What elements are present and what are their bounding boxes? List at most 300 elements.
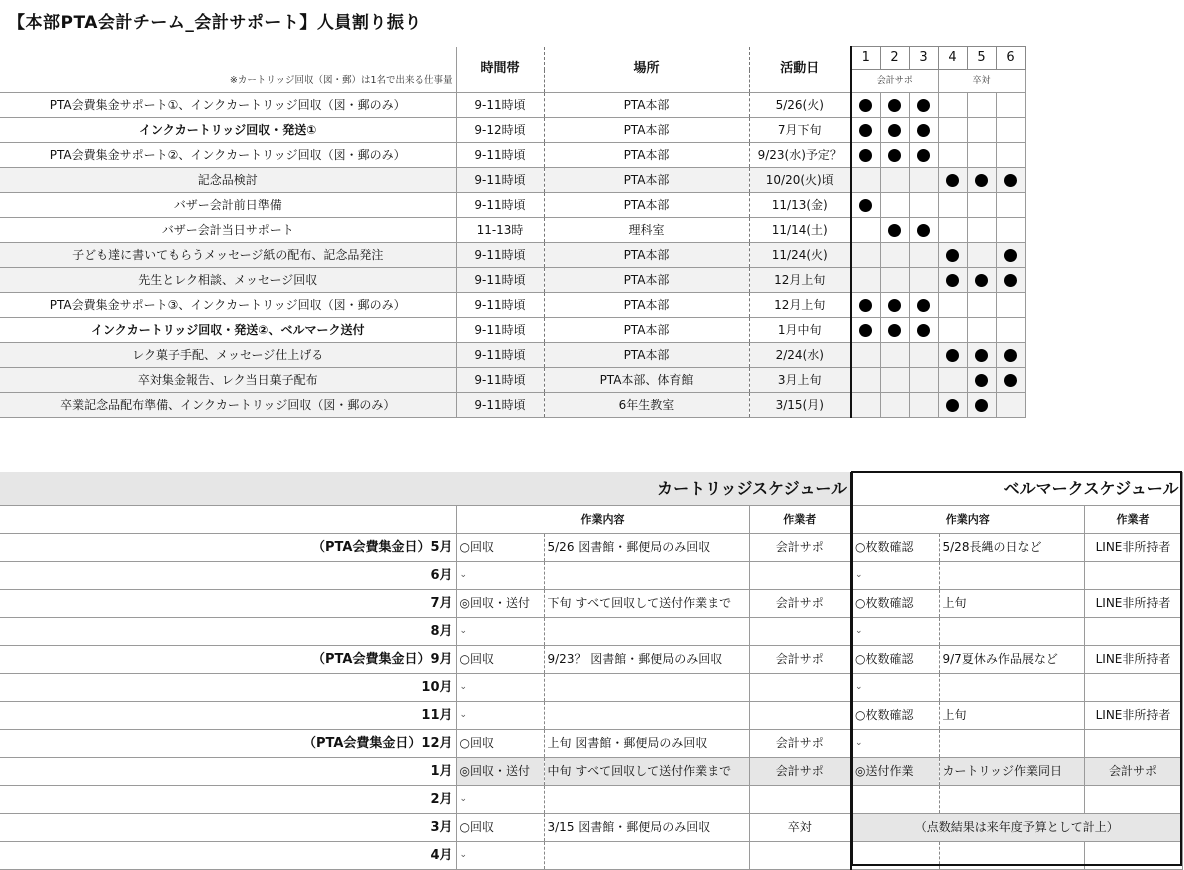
col-6: 6 xyxy=(996,47,1025,70)
assign-mark-cell xyxy=(938,118,967,143)
schedule-row xyxy=(0,618,1182,646)
cartridge-worker: 卒対 xyxy=(749,814,851,842)
page-title: 【本部PTA会計チーム_会計サポート】人員割り振り xyxy=(8,13,422,33)
assign-mark-cell xyxy=(851,243,880,268)
place-cell: PTA本部 xyxy=(544,268,749,293)
bellmark-worker: 会計サポ xyxy=(1084,758,1182,786)
assigned-dot-icon xyxy=(975,399,988,412)
assign-mark-cell xyxy=(938,368,967,393)
time-cell: 9-11時頃 xyxy=(456,143,544,168)
assign-mark-cell xyxy=(938,143,967,168)
bellmark-worker: LINE非所持者 xyxy=(1084,590,1182,618)
bellmark-mark xyxy=(851,842,939,870)
assigned-dot-icon xyxy=(859,299,872,312)
schedule-row xyxy=(0,534,1182,562)
date-cell: 3/15(月) xyxy=(749,393,851,418)
assign-mark-cell xyxy=(996,368,1025,393)
task-cell: PTA会費集金サポート①、インクカートリッジ回収（図・郵のみ） xyxy=(0,93,456,118)
assign-mark-cell xyxy=(938,293,967,318)
assigned-dot-icon xyxy=(859,99,872,112)
date-cell: 5/26(火) xyxy=(749,93,851,118)
assign-mark-cell xyxy=(851,368,880,393)
assign-mark-cell xyxy=(996,143,1025,168)
assigned-dot-icon xyxy=(946,399,959,412)
time-cell: 9-11時頃 xyxy=(456,318,544,343)
assigned-dot-icon xyxy=(946,249,959,262)
time-cell: 9-11時頃 xyxy=(456,368,544,393)
task-cell: バザー会計当日サポート xyxy=(0,218,456,243)
assign-mark-cell xyxy=(996,218,1025,243)
assign-mark-cell xyxy=(851,293,880,318)
bellmark-detail xyxy=(939,730,1084,758)
month-cell xyxy=(0,842,456,870)
assign-mark-cell xyxy=(996,293,1025,318)
assign-row xyxy=(0,393,1025,418)
assign-mark-cell xyxy=(909,343,938,368)
assign-mark-cell xyxy=(909,168,938,193)
assigned-dot-icon xyxy=(946,174,959,187)
assign-mark-cell xyxy=(880,243,909,268)
header-date: 活動日 xyxy=(749,47,851,93)
col-3: 3 xyxy=(909,47,938,70)
cartridge-worker: 会計サポ xyxy=(749,534,851,562)
date-cell: 7月下旬 xyxy=(749,118,851,143)
cartridge-mark: ○回収 xyxy=(456,646,544,674)
schedule-row xyxy=(0,562,1182,590)
date-cell: 11/14(土) xyxy=(749,218,851,243)
month-label: 7月 xyxy=(430,596,453,611)
month-cell xyxy=(0,814,456,842)
schedule-row xyxy=(0,786,1182,814)
assign-mark-cell xyxy=(851,143,880,168)
bellmark-worker xyxy=(1084,562,1182,590)
assign-mark-cell xyxy=(967,93,996,118)
assign-mark-cell xyxy=(909,93,938,118)
place-cell: PTA本部 xyxy=(544,243,749,268)
month-cell xyxy=(0,618,456,646)
assigned-dot-icon xyxy=(946,349,959,362)
assign-mark-cell xyxy=(938,393,967,418)
assign-mark-cell xyxy=(909,118,938,143)
assign-row xyxy=(0,293,1025,318)
bellmark-worker: LINE非所持者 xyxy=(1084,646,1182,674)
assigned-dot-icon xyxy=(1004,374,1017,387)
month-cell xyxy=(0,702,456,730)
assign-mark-cell xyxy=(996,243,1025,268)
assigned-dot-icon xyxy=(859,149,872,162)
month-label: 10月 xyxy=(421,680,453,695)
col-5: 5 xyxy=(967,47,996,70)
assign-mark-cell xyxy=(967,293,996,318)
assign-mark-cell xyxy=(880,93,909,118)
assigned-dot-icon xyxy=(975,374,988,387)
schedule-row xyxy=(0,646,1182,674)
bellmark-detail xyxy=(939,562,1084,590)
month-cell xyxy=(0,786,456,814)
assign-mark-cell xyxy=(880,318,909,343)
bellmark-detail xyxy=(939,842,1084,870)
date-cell: 2/24(水) xyxy=(749,343,851,368)
assign-row xyxy=(0,243,1025,268)
time-cell: 9-11時頃 xyxy=(456,243,544,268)
assign-mark-cell xyxy=(996,318,1025,343)
assign-mark-cell xyxy=(851,268,880,293)
assign-mark-cell xyxy=(880,293,909,318)
task-cell: 卒業記念品配布準備、インクカートリッジ回収（図・郵のみ） xyxy=(0,393,456,418)
assign-mark-cell xyxy=(851,168,880,193)
header-place: 場所 xyxy=(544,47,749,93)
assigned-dot-icon xyxy=(917,299,930,312)
month-label: 1月 xyxy=(430,764,453,779)
bellmark-detail xyxy=(939,618,1084,646)
assign-row xyxy=(0,218,1025,243)
cartridge-detail: 下旬 すべて回収して送付作業まで xyxy=(544,590,749,618)
place-cell: PTA本部 xyxy=(544,193,749,218)
assigned-dot-icon xyxy=(888,149,901,162)
month-label: 12月 xyxy=(421,736,453,751)
assigned-dot-icon xyxy=(917,99,930,112)
cartridge-detail xyxy=(544,562,749,590)
cartridge-worker: 会計サポ xyxy=(749,758,851,786)
cartridge-worker: 会計サポ xyxy=(749,646,851,674)
month-cell xyxy=(0,562,456,590)
month-label: 9月 xyxy=(430,652,453,667)
cartridge-mark: ⌄ xyxy=(456,618,544,646)
assign-mark-cell xyxy=(938,318,967,343)
month-label: 8月 xyxy=(430,624,453,639)
cartridge-worker xyxy=(749,562,851,590)
schedule-row xyxy=(0,590,1182,618)
date-cell: 1月中旬 xyxy=(749,318,851,343)
assign-mark-cell xyxy=(967,343,996,368)
bellmark-mark xyxy=(851,786,939,814)
month-label: 3月 xyxy=(430,820,453,835)
place-cell: PTA本部 xyxy=(544,343,749,368)
assigned-dot-icon xyxy=(859,324,872,337)
month-label: 11月 xyxy=(421,708,453,723)
cartridge-detail: 上旬 図書館・郵便局のみ回収 xyxy=(544,730,749,758)
assigned-dot-icon xyxy=(1004,349,1017,362)
bellmark-detail xyxy=(939,786,1084,814)
bellmark-mark: ⌄ xyxy=(851,562,939,590)
assign-mark-cell xyxy=(880,118,909,143)
assign-mark-cell xyxy=(880,143,909,168)
assign-mark-cell xyxy=(851,218,880,243)
assign-mark-cell xyxy=(851,193,880,218)
place-cell: PTA本部 xyxy=(544,293,749,318)
time-cell: 9-11時頃 xyxy=(456,168,544,193)
cartridge-mark: ○回収 xyxy=(456,814,544,842)
time-cell: 9-11時頃 xyxy=(456,268,544,293)
place-cell: 理科室 xyxy=(544,218,749,243)
cartridge-worker xyxy=(749,786,851,814)
col-1: 1 xyxy=(851,47,880,70)
cartridge-worker-header: 作業者 xyxy=(749,506,851,534)
task-cell: 卒対集金報告、レク当日菓子配布 xyxy=(0,368,456,393)
assign-mark-cell xyxy=(996,168,1025,193)
assign-mark-cell xyxy=(967,218,996,243)
schedule-row xyxy=(0,814,1182,842)
date-cell: 10/20(火)頃 xyxy=(749,168,851,193)
bellmark-mark: ○枚数確認 xyxy=(851,646,939,674)
cartridge-detail xyxy=(544,842,749,870)
place-cell: 6年生教室 xyxy=(544,393,749,418)
assign-mark-cell xyxy=(880,393,909,418)
month-cell xyxy=(0,758,456,786)
assign-mark-cell xyxy=(996,193,1025,218)
assign-mark-cell xyxy=(851,393,880,418)
schedule-row xyxy=(0,730,1182,758)
month-cell xyxy=(0,534,456,562)
cartridge-detail xyxy=(544,674,749,702)
assign-mark-cell xyxy=(967,168,996,193)
assign-mark-cell xyxy=(967,118,996,143)
assigned-dot-icon xyxy=(888,324,901,337)
bellmark-worker xyxy=(1084,786,1182,814)
cartridge-detail: 5/26 図書館・郵便局のみ回収 xyxy=(544,534,749,562)
time-cell: 11-13時 xyxy=(456,218,544,243)
assign-mark-cell xyxy=(967,368,996,393)
date-cell: 9/23(水)予定？ xyxy=(749,143,851,168)
assign-mark-cell xyxy=(880,343,909,368)
assign-mark-cell xyxy=(880,218,909,243)
bellmark-mark: ⌄ xyxy=(851,618,939,646)
cartridge-worker xyxy=(749,842,851,870)
month-cell xyxy=(0,674,456,702)
assigned-dot-icon xyxy=(1004,174,1017,187)
assign-row xyxy=(0,168,1025,193)
bellmark-worker: LINE非所持者 xyxy=(1084,702,1182,730)
month-prefix: （PTA会費集金日） xyxy=(312,540,431,555)
assigned-dot-icon xyxy=(946,274,959,287)
assign-mark-cell xyxy=(909,218,938,243)
time-cell: 9-11時頃 xyxy=(456,93,544,118)
date-cell: 3月上旬 xyxy=(749,368,851,393)
bellmark-worker xyxy=(1084,842,1182,870)
assign-row xyxy=(0,193,1025,218)
task-cell: 子ども達に書いてもらうメッセージ紙の配布、記念品発注 xyxy=(0,243,456,268)
assign-mark-cell xyxy=(851,93,880,118)
assigned-dot-icon xyxy=(888,299,901,312)
schedule-row xyxy=(0,842,1182,870)
month-label: 4月 xyxy=(430,848,453,863)
assign-mark-cell xyxy=(938,93,967,118)
col-4: 4 xyxy=(938,47,967,70)
place-cell: PTA本部 xyxy=(544,93,749,118)
cartridge-mark: ◎回収・送付 xyxy=(456,590,544,618)
bellmark-mark: ⌄ xyxy=(851,674,939,702)
schedule-row xyxy=(0,674,1182,702)
assign-mark-cell xyxy=(938,243,967,268)
cartridge-detail xyxy=(544,786,749,814)
cartridge-mark: ⌄ xyxy=(456,842,544,870)
assign-mark-cell xyxy=(909,393,938,418)
bellmark-mark: ⌄ xyxy=(851,730,939,758)
bellmark-detail: カートリッジ作業同日 xyxy=(939,758,1084,786)
assign-mark-cell xyxy=(967,143,996,168)
bellmark-note: （点数結果は来年度予算として計上） xyxy=(851,814,1182,842)
place-cell: PTA本部 xyxy=(544,143,749,168)
assigned-dot-icon xyxy=(975,349,988,362)
date-cell: 11/13(金) xyxy=(749,193,851,218)
date-cell: 12月上旬 xyxy=(749,268,851,293)
bellmark-worker xyxy=(1084,674,1182,702)
cartridge-mark: ⌄ xyxy=(456,674,544,702)
assign-mark-cell xyxy=(851,343,880,368)
month-cell xyxy=(0,730,456,758)
task-cell: 先生とレク相談、メッセージ回収 xyxy=(0,268,456,293)
assign-row xyxy=(0,268,1025,293)
place-cell: PTA本部 xyxy=(544,168,749,193)
month-label: 2月 xyxy=(430,792,453,807)
cartridge-mark: ○回収 xyxy=(456,730,544,758)
schedule-row xyxy=(0,758,1182,786)
task-cell: レク菓子手配、メッセージ仕上げる xyxy=(0,343,456,368)
assign-mark-cell xyxy=(909,268,938,293)
assign-mark-cell xyxy=(996,268,1025,293)
assign-mark-cell xyxy=(938,193,967,218)
cartridge-work-header: 作業内容 xyxy=(456,506,749,534)
cartridge-detail xyxy=(544,702,749,730)
group-sotsutai: 卒対 xyxy=(938,70,1025,93)
assign-mark-cell xyxy=(996,118,1025,143)
bellmark-mark: ○枚数確認 xyxy=(851,534,939,562)
assign-mark-cell xyxy=(880,168,909,193)
bellmark-worker xyxy=(1084,618,1182,646)
bellmark-worker: LINE非所持者 xyxy=(1084,534,1182,562)
header-time: 時間帯 xyxy=(456,47,544,93)
assign-mark-cell xyxy=(938,218,967,243)
cartridge-mark: ◎回収・送付 xyxy=(456,758,544,786)
cartridge-detail: 3/15 図書館・郵便局のみ回収 xyxy=(544,814,749,842)
assign-mark-cell xyxy=(909,318,938,343)
cartridge-detail: 中旬 すべて回収して送付作業まで xyxy=(544,758,749,786)
assign-mark-cell xyxy=(967,268,996,293)
assigned-dot-icon xyxy=(888,124,901,137)
month-cell xyxy=(0,646,456,674)
assign-mark-cell xyxy=(880,268,909,293)
month-label: 5月 xyxy=(430,540,453,555)
assign-mark-cell xyxy=(996,393,1025,418)
assign-mark-cell xyxy=(967,243,996,268)
assign-mark-cell xyxy=(909,193,938,218)
assign-mark-cell xyxy=(851,118,880,143)
assigned-dot-icon xyxy=(888,99,901,112)
time-cell: 9-11時頃 xyxy=(456,343,544,368)
task-cell: 記念品検討 xyxy=(0,168,456,193)
time-cell: 9-11時頃 xyxy=(456,293,544,318)
date-cell: 11/24(火) xyxy=(749,243,851,268)
cartridge-worker xyxy=(749,618,851,646)
time-cell: 9-11時頃 xyxy=(456,193,544,218)
bellmark-detail xyxy=(939,674,1084,702)
assigned-dot-icon xyxy=(859,124,872,137)
cartridge-schedule-title: カートリッジスケジュール xyxy=(0,472,851,506)
assigned-dot-icon xyxy=(917,149,930,162)
assign-row xyxy=(0,318,1025,343)
cartridge-mark: ○回収 xyxy=(456,534,544,562)
assigned-dot-icon xyxy=(917,324,930,337)
assign-mark-cell xyxy=(996,93,1025,118)
cartridge-worker: 会計サポ xyxy=(749,730,851,758)
col-2: 2 xyxy=(880,47,909,70)
assign-mark-cell xyxy=(880,368,909,393)
month-label: 6月 xyxy=(430,568,453,583)
assign-mark-cell xyxy=(909,293,938,318)
cartridge-worker xyxy=(749,674,851,702)
assign-mark-cell xyxy=(909,368,938,393)
task-cell: インクカートリッジ回収・発送① xyxy=(0,118,456,143)
assign-row xyxy=(0,93,1025,118)
assign-mark-cell xyxy=(938,168,967,193)
cartridge-detail: 9/23？ 図書館・郵便局のみ回収 xyxy=(544,646,749,674)
assign-mark-cell xyxy=(909,243,938,268)
assign-mark-cell xyxy=(967,193,996,218)
assign-mark-cell xyxy=(967,318,996,343)
assigned-dot-icon xyxy=(859,199,872,212)
assign-mark-cell xyxy=(938,343,967,368)
assigned-dot-icon xyxy=(975,274,988,287)
task-cell: PTA会費集金サポート②、インクカートリッジ回収（図・郵のみ） xyxy=(0,143,456,168)
place-cell: PTA本部 xyxy=(544,118,749,143)
month-cell xyxy=(0,590,456,618)
bellmark-worker xyxy=(1084,730,1182,758)
cartridge-detail xyxy=(544,618,749,646)
schedule-row xyxy=(0,702,1182,730)
task-cell: バザー会計前日準備 xyxy=(0,193,456,218)
month-prefix: （PTA会費集金日） xyxy=(302,736,422,751)
cartridge-mark: ⌄ xyxy=(456,562,544,590)
assign-row xyxy=(0,143,1025,168)
bellmark-mark: ◎送付作業 xyxy=(851,758,939,786)
month-prefix: （PTA会費集金日） xyxy=(312,652,431,667)
bellmark-detail: 上旬 xyxy=(939,702,1084,730)
bellmark-work-header: 作業内容 xyxy=(851,506,1084,534)
place-cell: PTA本部、体育館 xyxy=(544,368,749,393)
bellmark-mark: ○枚数確認 xyxy=(851,702,939,730)
assigned-dot-icon xyxy=(1004,249,1017,262)
time-cell: 9-12時頃 xyxy=(456,118,544,143)
assigned-dot-icon xyxy=(975,174,988,187)
bellmark-detail: 上旬 xyxy=(939,590,1084,618)
assign-mark-cell xyxy=(967,393,996,418)
cartridge-mark: ⌄ xyxy=(456,702,544,730)
group-kaikei: 会計サポ xyxy=(851,70,938,93)
assign-row xyxy=(0,368,1025,393)
bellmark-detail: 9/7夏休み作品展など xyxy=(939,646,1084,674)
time-cell: 9-11時頃 xyxy=(456,393,544,418)
cartridge-mark: ⌄ xyxy=(456,786,544,814)
assign-mark-cell xyxy=(909,143,938,168)
assigned-dot-icon xyxy=(888,224,901,237)
task-cell: PTA会費集金サポート③、インクカートリッジ回収（図・郵のみ） xyxy=(0,293,456,318)
date-cell: 12月上旬 xyxy=(749,293,851,318)
assign-mark-cell xyxy=(938,268,967,293)
assign-mark-cell xyxy=(880,193,909,218)
assigned-dot-icon xyxy=(917,124,930,137)
schedule-table xyxy=(0,472,1183,870)
assigned-dot-icon xyxy=(917,224,930,237)
bellmark-worker-header: 作業者 xyxy=(1084,506,1182,534)
bellmark-schedule-title: ベルマークスケジュール xyxy=(851,472,1182,506)
place-cell: PTA本部 xyxy=(544,318,749,343)
assign-row xyxy=(0,118,1025,143)
bellmark-detail: 5/28長縄の日など xyxy=(939,534,1084,562)
assign-mark-cell xyxy=(851,318,880,343)
task-cell: インクカートリッジ回収・発送②、ベルマーク送付 xyxy=(0,318,456,343)
assignment-table xyxy=(0,46,1026,418)
cartridge-worker xyxy=(749,702,851,730)
